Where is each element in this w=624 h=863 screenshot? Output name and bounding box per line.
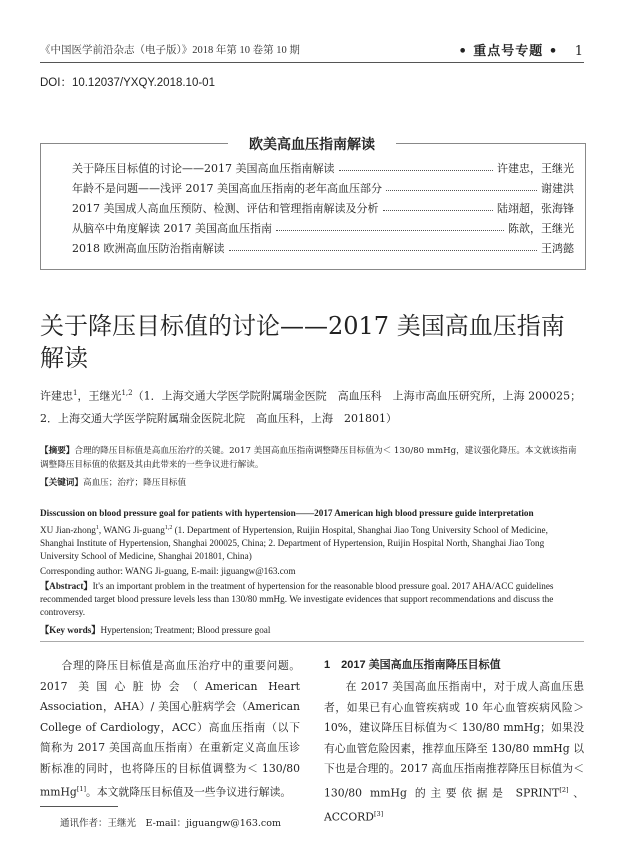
- toc-leader-dots: [229, 250, 538, 251]
- page-number: 1: [574, 44, 584, 59]
- author-affiliation-mark: 1,2: [121, 389, 133, 397]
- doi: DOI：10.12037/YXQY.2018.10-01: [40, 77, 215, 89]
- english-title: Disscussion on blood pressure goal for patients with hypertension——2017 American high blood pressure guide interpretation: [40, 508, 534, 518]
- citation-ref[interactable]: [2]: [559, 785, 569, 794]
- english-authors: [40, 522, 584, 563]
- section-heading: 1 2017 美国高血压指南降压目标值: [324, 659, 501, 671]
- toc-item[interactable]: [72, 198, 574, 218]
- toc-item-title: 从脑卒中角度解读 2017 美国高血压指南: [72, 222, 272, 235]
- toc-item[interactable]: [72, 238, 574, 258]
- toc-leader-dots: [383, 210, 494, 211]
- en-abstract-label: 【Abstract】: [40, 581, 93, 591]
- toc-item-title: 关于降压目标值的讨论——2017 美国高血压指南解读: [72, 162, 335, 175]
- toc-item-authors: 谢建洪: [541, 182, 574, 195]
- body-text: 在 2017 美国高血压指南中，对于成人高血压患者，如果已有心血管疾病或 10 年心血管疾病风险＞ 10%，建议降压目标值为＜ 130/80 mmHg；如果没有心血管危险因素，推荐血压降至 130/80 mmHg 以下也是合理的。2017 高血压指南推荐降压目标值为＜ 130/80 mmHg 的主要依据是 SPRINT: [324, 680, 584, 800]
- toc-item[interactable]: [72, 218, 574, 238]
- keywords-text: 高血压；治疗；降压目标值: [82, 478, 187, 488]
- body-left-column: [40, 656, 300, 803]
- affiliation: （1．上海交通大学医学院附属瑞金医院 高血压科 上海市高血压研究所，上海 200025；2．上海交通大学医学院附属瑞金医院北院 高血压科，上海 201801）: [40, 389, 582, 425]
- en-abstract-text: It's an important problem in the treatment of hypertension for the reasonable blood pressure goal. 2017 AHA/ACC guidelines recommended target blood pressure levels less than 130/80 mmHg. We investigate evidences that support recommendations and discuss the controversy.: [40, 581, 554, 617]
- body-paragraph: [324, 677, 584, 828]
- toc-leader-dots: [339, 170, 494, 171]
- abstract-cn: [40, 444, 584, 472]
- body-paragraph: [40, 656, 300, 803]
- body-text: 、ACCORD: [324, 786, 584, 824]
- footnote-rule: [40, 806, 118, 807]
- corresponding-author: Corresponding author: WANG Ji-guang, E-mail: jiguangw@163.com: [40, 566, 296, 576]
- header-rule: [40, 62, 584, 63]
- en-affiliation: (1. Department of Hypertension, Ruijin Hospital, Shanghai Jiao Tong University School of Medicine, Shanghai Institute of Hypertension, Shanghai 200025, China; 2. Department of Hypertension, Ruijin Hospital North, Shanghai Jiao Tong University School of Medicine, Shanghai 201801, China): [40, 525, 548, 562]
- en-author-separator: ,: [98, 525, 104, 536]
- journal-info: 《中国医学前沿杂志（电子版）》2018 年第 10 卷第 10 期: [40, 45, 300, 56]
- toc-item[interactable]: [72, 178, 574, 198]
- abstract-rule: [40, 641, 584, 642]
- citation-ref[interactable]: [3]: [373, 809, 384, 818]
- toc-item-authors: 陈歆，王继光: [508, 222, 574, 235]
- abstract-text: 合理的降压目标值是高血压治疗的关键。2017 美国高血压指南调整降压目标值为＜ 130/80 mmHg，建议强化降压。本文就该指南调整降压目标值的依据及其由此带来的一些争议进行解读。: [40, 446, 577, 470]
- abstract-label: 【摘要】: [40, 446, 75, 456]
- abstract-en: [40, 580, 584, 619]
- body-text: 。本文就降压目标值及一些争议进行解读。: [86, 785, 292, 799]
- en-keywords-label: 【Key words】: [40, 625, 101, 635]
- author-affiliation-mark: 1: [73, 389, 78, 397]
- keywords-label: 【关键词】: [40, 478, 83, 488]
- en-author-name: XU Jian-zhong: [40, 525, 96, 536]
- special-topic-text: • 重点号专题 •: [458, 44, 559, 59]
- toc-item-title: 2018 欧洲高血压防治指南解读: [72, 242, 225, 255]
- article-title: 关于降压目标值的讨论——2017 美国高血压指南解读: [40, 312, 565, 372]
- toc-item[interactable]: [72, 158, 574, 178]
- toc-item-title: 2017 美国成人高血压预防、检测、评估和管理指南解读及分析: [72, 202, 379, 215]
- keywords-cn: [40, 476, 584, 488]
- en-affiliation-mark: 1,2: [164, 525, 173, 531]
- toc-leader-dots: [276, 230, 504, 231]
- toc-leader-dots: [386, 190, 537, 191]
- body-right-column: [324, 677, 584, 828]
- keywords-en: [40, 622, 584, 636]
- en-affiliation-mark: 1: [95, 525, 99, 531]
- body-text: 合理的降压目标值是高血压治疗中的重要问题。2017 美国心脏协会（American Heart Association，AHA）/ 美国心脏病学会（American College of Cardiology，ACC）高血压指南（以下简称为 2017 美国高血压指南）在重新定义高血压诊断标准的同时，也将降压的目标值调整为＜ 130/80 mmHg: [40, 659, 300, 799]
- toc-item-authors: 许建忠，王继光: [497, 162, 574, 175]
- toc-item-title: 年龄不是问题——浅评 2017 美国高血压指南的老年高血压部分: [72, 182, 382, 195]
- author-name: 王继光: [88, 389, 122, 403]
- author-name: 许建忠: [40, 389, 73, 403]
- citation-ref[interactable]: [1]: [76, 785, 87, 793]
- en-keywords-text: Hypertension; Treatment; Blood pressure goal: [100, 625, 271, 635]
- author-block: 许建忠$^1$，王继光$^{1,2}$（1．上海交通大学医学院附属瑞金医院 高血压科 上海市高血压研究所，上海 200025；2．上海交通大学医学院附属瑞金医院北院 高血压科，上海 201801）: [40, 389, 582, 425]
- special-topic-label: [458, 40, 584, 59]
- en-author-name: WANG Ji-guang: [103, 525, 165, 536]
- toc-item-authors: 王鸿懿: [541, 242, 574, 255]
- topic-box-title: 欧美高血压指南解读: [249, 137, 375, 153]
- footnote: 通讯作者：王继光 E-mail：jiguangw@163.com: [60, 818, 281, 829]
- toc-item-authors: 陆翊超，张海锋: [497, 202, 574, 215]
